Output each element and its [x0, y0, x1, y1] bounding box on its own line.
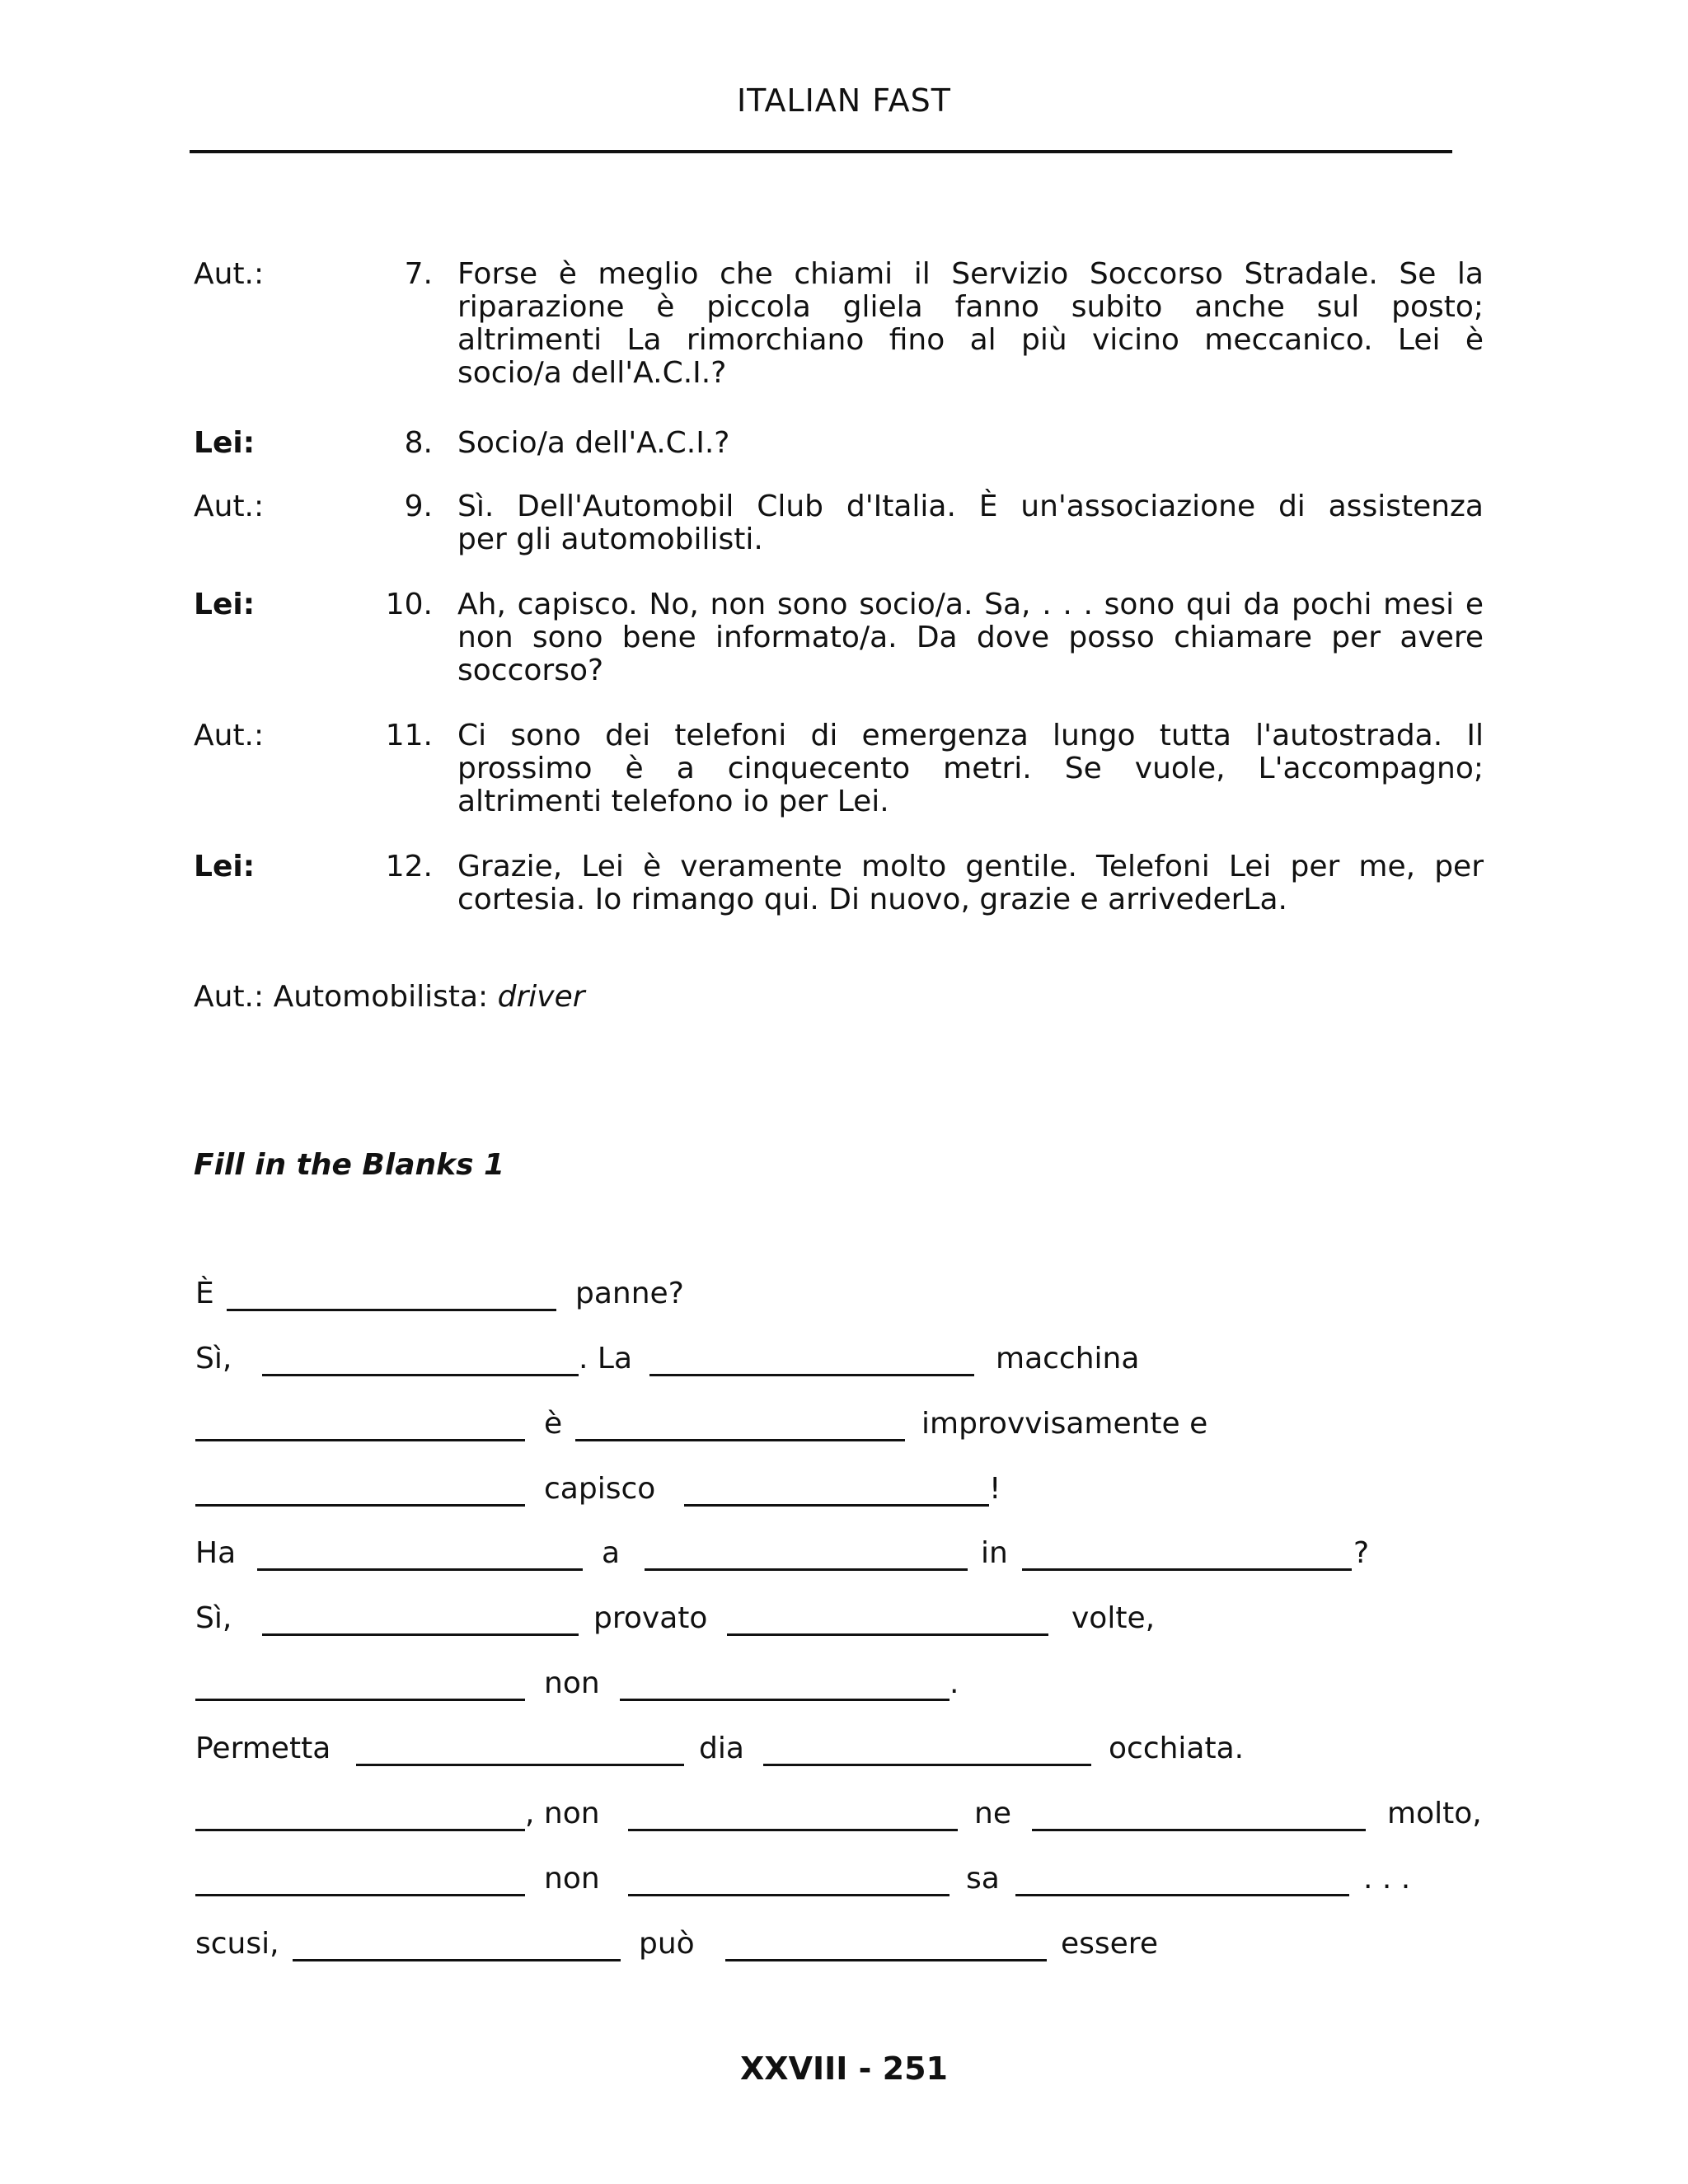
- text-line: Forse è meglio che chiami il Servizio Soccorso Stradale. Se la: [457, 257, 1484, 291]
- gloss-abbreviation: Aut.: Automobilista:: [194, 980, 498, 1014]
- blank-row: [0, 1861, 1688, 1900]
- blank-word: Sì,: [195, 1601, 232, 1635]
- gloss-meaning: driver: [497, 980, 585, 1014]
- blank-row: [0, 1341, 1688, 1380]
- speaker-label: Aut.:: [194, 490, 265, 523]
- header-divider: [190, 150, 1452, 153]
- line-number: 12.: [385, 850, 433, 883]
- blank-word: a: [602, 1536, 621, 1570]
- blank-row: [0, 1796, 1688, 1835]
- blank-line[interactable]: [227, 1309, 556, 1311]
- text-line: non sono bene informato/a. Da dove posso chiamare per avere: [457, 621, 1484, 654]
- blank-word: sa: [966, 1862, 1000, 1896]
- speaker-label: Lei:: [194, 426, 256, 460]
- blank-word: è: [544, 1407, 563, 1441]
- blank-word: panne?: [575, 1277, 684, 1310]
- blank-word: essere: [1061, 1927, 1158, 1961]
- blank-line[interactable]: [628, 1829, 958, 1831]
- blank-word: può: [639, 1927, 695, 1961]
- blank-line[interactable]: [195, 1699, 525, 1701]
- blank-line[interactable]: [293, 1959, 621, 1961]
- blank-line[interactable]: [645, 1568, 968, 1571]
- blank-word: ne: [974, 1797, 1011, 1830]
- line-number: 9.: [404, 490, 433, 523]
- blank-word: Permetta: [195, 1732, 331, 1765]
- line-text: [457, 588, 1484, 687]
- blank-word: scusi,: [195, 1927, 279, 1961]
- blank-word: dia: [699, 1732, 744, 1765]
- line-text: [457, 258, 1484, 390]
- text-line: Grazie, Lei è veramente molto gentile. Telefoni Lei per me, per: [457, 850, 1484, 883]
- blank-word: .: [950, 1666, 959, 1700]
- blank-line[interactable]: [620, 1699, 950, 1701]
- line-number: 8.: [404, 426, 433, 460]
- blank-word: provato: [593, 1601, 708, 1635]
- blank-row: [0, 1926, 1688, 1966]
- blank-word: non: [544, 1666, 600, 1700]
- text-line: Ah, capisco. No, non sono socio/a. Sa, . . . sono qui da pochi mesi e: [457, 588, 1484, 621]
- blank-word: molto,: [1387, 1797, 1482, 1830]
- page-header-title: ITALIAN FAST: [736, 82, 952, 119]
- line-text: [457, 427, 1484, 460]
- text-line: socio/a dell'A.C.I.?: [457, 356, 727, 390]
- blank-line[interactable]: [684, 1504, 989, 1507]
- blank-line[interactable]: [257, 1568, 583, 1571]
- speaker-label: Aut.:: [194, 257, 265, 291]
- blank-row: [0, 1406, 1688, 1446]
- blank-word: !: [989, 1472, 1001, 1506]
- blank-word: capisco: [544, 1472, 656, 1506]
- blank-word: ?: [1353, 1536, 1370, 1570]
- text-line: prossimo è a cinquecento metri. Se vuole, L'accompagno;: [457, 752, 1484, 785]
- line-number: 10.: [385, 588, 433, 621]
- blank-word: improvvisamente e: [921, 1407, 1208, 1441]
- text-line: altrimenti telefono io per Lei.: [457, 785, 889, 818]
- blank-line[interactable]: [195, 1829, 525, 1831]
- blank-line[interactable]: [262, 1633, 579, 1636]
- text-line: Sì. Dell'Automobil Club d'Italia. È un'associazione di assistenza: [457, 490, 1484, 523]
- blank-row: [0, 1535, 1688, 1575]
- blank-line[interactable]: [763, 1764, 1091, 1766]
- blank-line[interactable]: [575, 1439, 905, 1441]
- blank-line[interactable]: [727, 1633, 1048, 1636]
- blank-line[interactable]: [1022, 1568, 1352, 1571]
- blank-word: in: [981, 1536, 1008, 1570]
- blank-word: , non: [525, 1797, 600, 1830]
- blank-line[interactable]: [1015, 1894, 1349, 1896]
- blank-word: occhiata.: [1109, 1732, 1245, 1765]
- blank-row: [0, 1471, 1688, 1511]
- speaker-label: Aut.:: [194, 719, 265, 752]
- line-text: [457, 490, 1484, 556]
- speaker-label: Lei:: [194, 588, 256, 621]
- blank-line[interactable]: [649, 1374, 974, 1376]
- page-number: XXVIII - 251: [740, 2050, 948, 2087]
- blank-line[interactable]: [725, 1959, 1047, 1961]
- blank-line[interactable]: [1032, 1829, 1366, 1831]
- blank-word: volte,: [1071, 1601, 1156, 1635]
- blank-line[interactable]: [262, 1374, 579, 1376]
- blank-word: macchina: [996, 1342, 1140, 1376]
- blank-word: Sì,: [195, 1342, 232, 1376]
- blank-row: [0, 1276, 1688, 1315]
- exercise-title: Fill in the Blanks 1: [194, 1148, 505, 1182]
- line-number: 11.: [385, 719, 433, 752]
- blank-word: Ha: [195, 1536, 237, 1570]
- blank-row: [0, 1731, 1688, 1770]
- line-text: [457, 719, 1484, 818]
- blank-row: [0, 1601, 1688, 1640]
- line-text: [457, 851, 1484, 916]
- text-line: cortesia. Io rimango qui. Di nuovo, grazie e arrivederLa.: [457, 883, 1287, 916]
- text-line: Socio/a dell'A.C.I.?: [457, 426, 730, 460]
- text-line: Ci sono dei telefoni di emergenza lungo tutta l'autostrada. Il: [457, 719, 1484, 752]
- text-line: riparazione è piccola gliela fanno subito anche sul posto;: [457, 290, 1484, 324]
- blank-line[interactable]: [195, 1439, 525, 1441]
- text-line: per gli automobilisti.: [457, 523, 763, 556]
- blank-word: . . .: [1363, 1862, 1411, 1896]
- speaker-label: Lei:: [194, 850, 256, 883]
- text-line: altrimenti La rimorchiano fino al più vicino meccanico. Lei è: [457, 323, 1484, 357]
- blank-line[interactable]: [356, 1764, 684, 1766]
- text-line: soccorso?: [457, 654, 604, 687]
- blank-line[interactable]: [195, 1894, 525, 1896]
- line-number: 7.: [404, 257, 433, 291]
- blank-line[interactable]: [195, 1504, 525, 1507]
- abbreviation-gloss: [194, 981, 585, 1014]
- blank-row: [0, 1666, 1688, 1705]
- blank-word: non: [544, 1862, 600, 1896]
- blank-line[interactable]: [628, 1894, 950, 1896]
- blank-word: . La: [579, 1342, 633, 1376]
- blank-word: È: [195, 1277, 214, 1310]
